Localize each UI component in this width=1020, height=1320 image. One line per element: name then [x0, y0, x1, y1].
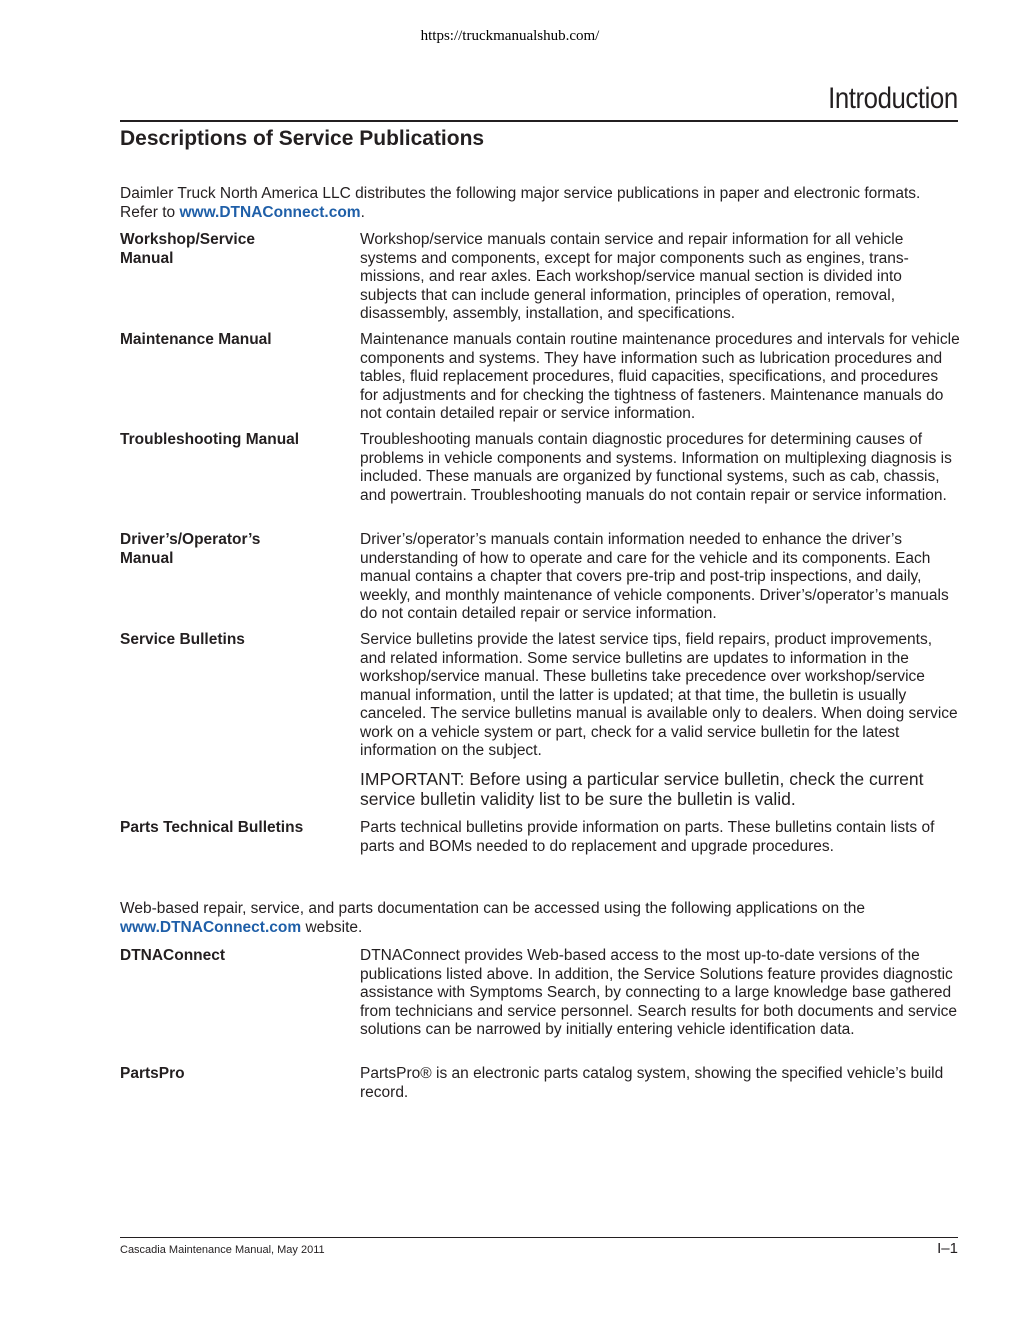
application-term: DTNAConnect [120, 947, 226, 964]
publication-description: Parts technical bulletins provide information on parts. These bulletins contain lists of parts and BOMs needed to do replacement and upgrade procedures. [360, 819, 935, 855]
intro-text-end: . [360, 203, 365, 221]
section-title: Introduction [828, 82, 958, 115]
publication-term: Workshop/Service Manual [120, 231, 255, 267]
footer-rule [120, 1237, 958, 1238]
publication-term: Maintenance Manual [120, 331, 272, 348]
application-term: PartsPro [120, 1065, 185, 1082]
publication-description: Driver’s/operator’s manuals contain information needed to enhance the driver’s understanding of how to operate and care for the vehicle and its components. Each manual contains a chapter that covers pre-trip and post-trip inspections, and daily, weekly, and monthly maintenance of vehicle components. Driver’s/operator’s manuals do not contain detailed repair or service information. [360, 531, 949, 622]
publication-term: Service Bulletins [120, 631, 245, 648]
dtnaconnect-website-link[interactable]: www.DTNAConnect.com [120, 918, 302, 936]
publication-description: Maintenance manuals contain routine maintenance procedures and intervals for vehicle components and systems. They have information such as lubrication procedures and tables, fluid replacement procedures, fluid capacities, specifications, and procedures for adjustments and for checking the tightness of fasteners. Maintenance manuals do not contain detailed repair or service information. [360, 331, 960, 422]
application-description: DTNAConnect provides Web-based access to the most up-to-date versions of the publications listed above. In addition, the Service Solutions feature provides diagnostic assistance with Symptoms Search, by connecting to a large knowledge base gathered from technicians and service personnel. Search results for both documents and service solutions can be narrowed by initially entering vehicle identification data. [360, 947, 958, 1038]
page-number: I–1 [937, 1240, 958, 1257]
publication-term: Parts Technical Bulletins [120, 819, 304, 836]
web-intro-text-end: website. [301, 918, 363, 936]
important-note: IMPORTANT: Before using a particular service bulletin, check the current service bulletin validity list to be sure the bulletin is valid. [360, 769, 924, 809]
source-url: https://truckmanualshub.com/ [420, 28, 600, 44]
title-rule [120, 120, 958, 122]
intro-text: Daimler Truck North America LLC distributes the following major service publications in paper and electronic formats. Refer to [120, 185, 921, 221]
footer-manual-title: Cascadia Maintenance Manual, May 2011 [120, 1244, 325, 1256]
publication-description: Workshop/service manuals contain service and repair information for all vehicle systems and components, except for major components such as engines, transmissions, and rear axles. Each workshop/service manual section is divided into subjects that can include general information, principles of operation, removal, disassembly, assembly, installation, and specifications. [360, 231, 909, 322]
publication-description: Troubleshooting manuals contain diagnostic procedures for determining causes of problems in vehicle components and systems. Information on multiplexing diagnosis is included. These manuals are organized by functional systems, such as cab, chassis, and powertrain. Troubleshooting manuals do not contain repair or service information. [360, 431, 952, 504]
intro-paragraph [120, 185, 960, 222]
publication-description: Service bulletins provide the latest service tips, field repairs, product improvements, and related information. Some service bulletins are updates to information in the workshop/service manual. These bulletins take precedence over workshop/service manual information, until the latter is updated; at that time, the bulletin is usually canceled. The service bulletins manual is available only to dealers. When doing service work on a vehicle system or part, check for a valid service bulletin for the latest information on the subject. [360, 631, 958, 759]
web-intro-text: Web-based repair, service, and parts documentation can be accessed using the following applications on the [120, 900, 866, 917]
publication-term: Troubleshooting Manual [120, 431, 300, 448]
publication-term: Driver’s/Operator’s Manual [120, 531, 261, 567]
application-description: PartsPro® is an electronic parts catalog system, showing the specified vehicle’s build record. [360, 1065, 944, 1101]
page-heading: Descriptions of Service Publications [120, 127, 485, 150]
web-intro-paragraph [120, 900, 960, 937]
dtnaconnect-link[interactable]: www.DTNAConnect.com [179, 203, 361, 221]
